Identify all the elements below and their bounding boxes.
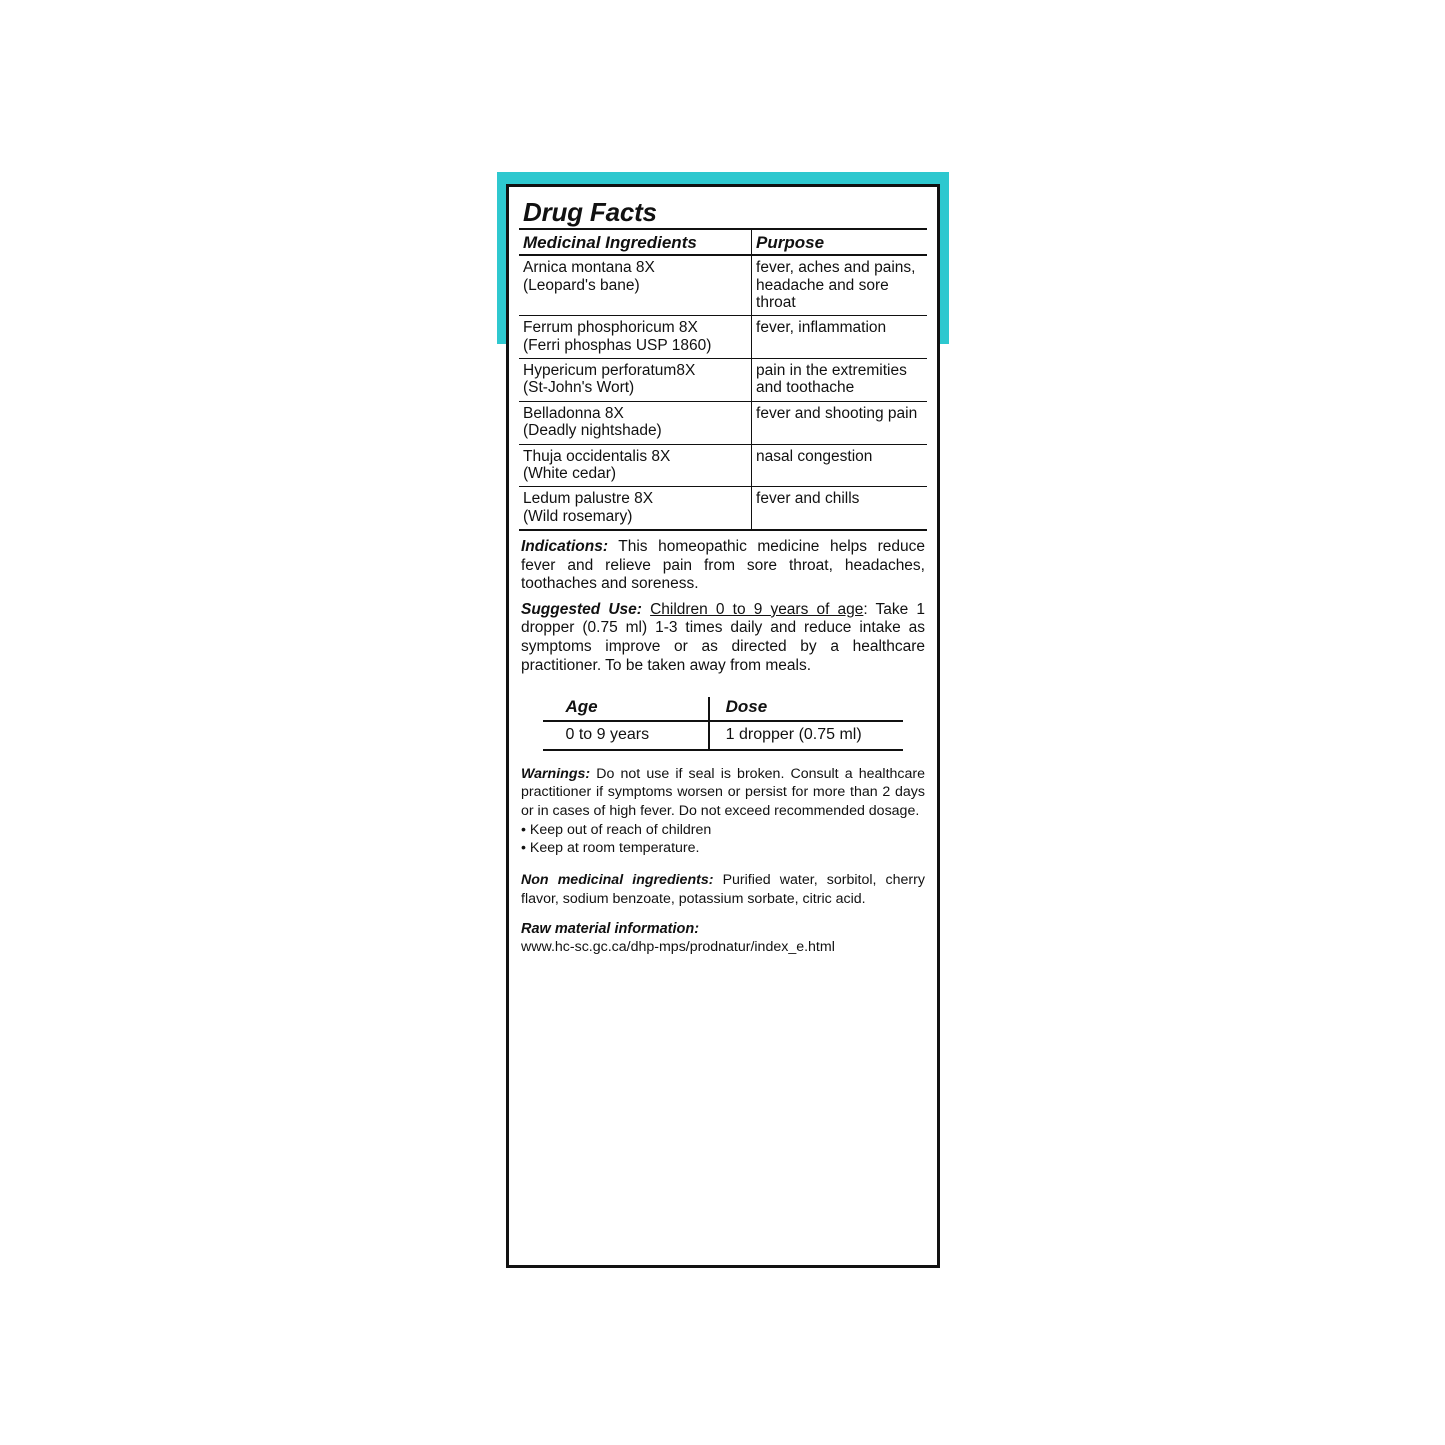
- ingredient-cell: [519, 401, 752, 444]
- table-row: [519, 359, 927, 402]
- purpose-cell: nasal congestion: [752, 444, 927, 487]
- ingredients-table: [519, 228, 927, 531]
- ingredient-common-name: (Deadly nightshade): [523, 422, 662, 440]
- table-row: [519, 401, 927, 444]
- ingredient-name: Arnica montana 8X: [523, 259, 655, 277]
- ingredient-name: Belladonna 8X: [523, 404, 624, 422]
- indications-paragraph: [521, 538, 925, 594]
- dose-table: [543, 697, 902, 751]
- warnings-text: Do not use if seal is broken. Consult a healthcare practitioner if symptoms worsen or persist for more than 2 days or in cases of high fever. Do not exceed recommended dosage.: [521, 766, 925, 819]
- ingredient-cell: [519, 359, 752, 402]
- purpose-cell: fever, aches and pains, headache and sore throat: [752, 255, 927, 316]
- raw-material-url: www.hc-sc.gc.ca/dhp-mps/prodnatur/index_e.html: [521, 939, 835, 956]
- non-medicinal-paragraph: [521, 871, 925, 908]
- suggested-use-paragraph: [521, 601, 925, 675]
- warnings-paragraph: [521, 765, 925, 820]
- warnings-label: Warnings:: [521, 766, 591, 783]
- ingredient-common-name: (White cedar): [523, 464, 617, 482]
- ingredient-cell: [519, 316, 752, 359]
- drug-facts-panel: [506, 184, 940, 1268]
- age-cell: 0 to 9 years: [543, 721, 708, 750]
- ingredient-name: Ledum palustre 8X: [523, 490, 654, 508]
- ingredient-cell: [519, 255, 752, 316]
- list-item: • Keep out of reach of children: [521, 821, 712, 838]
- column-header-purpose: Purpose: [752, 229, 927, 255]
- column-header-ingredients: Medicinal Ingredients: [519, 229, 752, 255]
- purpose-cell: pain in the extremities and toothache: [752, 359, 927, 402]
- ingredient-common-name: (Leopard's bane): [523, 276, 640, 294]
- non-medicinal-text: Purified water, sorbitol, cherry flavor, sodium benzoate, potassium sorbate, citric acid.: [521, 872, 925, 907]
- suggested-use-text: : Take 1 dropper (0.75 ml) 1-3 times daily and reduce intake as symptoms improve or as directed by a healthcare practitioner. To be taken away from meals.: [521, 600, 925, 674]
- table-row: [519, 316, 927, 359]
- table-row: [519, 487, 927, 530]
- purpose-cell: fever and chills: [752, 487, 927, 530]
- non-medicinal-label: Non medicinal ingredients:: [521, 872, 714, 889]
- ingredient-name: Ferrum phosphoricum 8X: [523, 319, 698, 337]
- ingredient-cell: [519, 487, 752, 530]
- dose-cell: 1 dropper (0.75 ml): [709, 721, 903, 750]
- ingredient-common-name: (Ferri phosphas USP 1860): [523, 336, 712, 354]
- raw-material-label: Raw material information:: [521, 921, 700, 938]
- dose-header-row: [543, 697, 902, 721]
- column-header-age: Age: [543, 697, 708, 721]
- suggested-use-label: Suggested Use:: [521, 600, 642, 618]
- dose-row: [543, 721, 902, 750]
- ingredient-common-name: (St-John's Wort): [523, 379, 635, 397]
- suggested-use-age-group: Children 0 to 9 years of age: [650, 600, 864, 618]
- ingredient-cell: [519, 444, 752, 487]
- warnings-bullets: [521, 821, 925, 858]
- table-row: [519, 255, 927, 316]
- indications-text: This homeopathic medicine helps reduce fever and relieve pain from sore throat, headaches, toothaches and soreness.: [521, 538, 925, 593]
- table-header-row: [519, 229, 927, 255]
- ingredient-name: Thuja occidentalis 8X: [523, 447, 671, 465]
- page-title: Drug Facts: [523, 197, 657, 227]
- purpose-cell: fever and shooting pain: [752, 401, 927, 444]
- table-row: [519, 444, 927, 487]
- column-header-dose: Dose: [709, 697, 903, 721]
- ingredient-common-name: (Wild rosemary): [523, 507, 633, 525]
- ingredient-name: Hypericum perforatum8X: [523, 362, 696, 380]
- list-item: • Keep at room temperature.: [521, 840, 700, 857]
- purpose-cell: fever, inflammation: [752, 316, 927, 359]
- indications-label: Indications:: [521, 538, 608, 555]
